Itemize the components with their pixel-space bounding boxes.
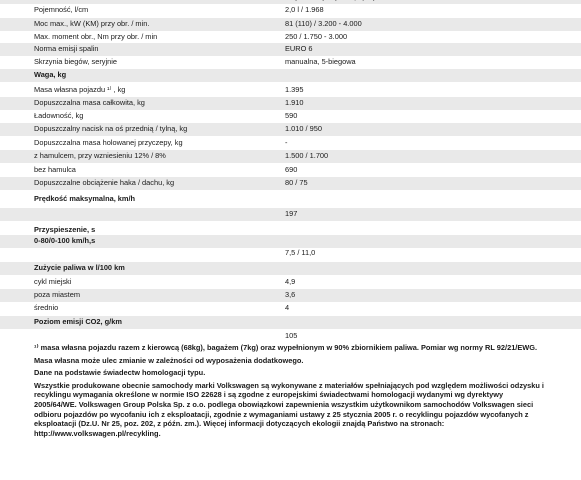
spec-label: Dopuszczalne obciążenie haka / dachu, kg — [34, 178, 175, 187]
spec-value: manualna, 5-biegowa — [285, 57, 356, 66]
spec-value: 250 / 1.750 - 3.000 — [285, 32, 348, 41]
spec-value: 80 / 75 — [285, 178, 308, 187]
spec-label: Dopuszczalna masa holowanej przyczepy, kg — [34, 138, 183, 147]
spec-row — [0, 137, 581, 150]
spec-value: 1.395 — [285, 85, 304, 94]
spec-value: 7,5 / 11,0 — [285, 248, 316, 257]
spec-label: Zużycie paliwa w l/100 km — [34, 263, 125, 272]
spec-row — [0, 43, 581, 56]
spec-value: 4,9 — [285, 277, 296, 286]
spec-label: z hamulcem, przy wzniesieniu 12% / 8% — [34, 151, 166, 160]
spec-row — [0, 4, 581, 17]
weight-note: Masa własna może ulec zmianie w zależności od wyposażenia dodatkowego. — [34, 355, 304, 365]
spec-row — [0, 330, 581, 343]
spec-row — [0, 110, 581, 123]
spec-row — [0, 262, 581, 275]
spec-row — [0, 97, 581, 110]
spec-row — [0, 84, 581, 97]
spec-value: 690 — [285, 165, 298, 174]
spec-label — [34, 0, 52, 3]
spec-label: bez hamulca — [34, 165, 76, 174]
spec-value: 590 — [285, 111, 298, 120]
spec-value: 1.010 / 950 — [285, 124, 322, 133]
spec-row — [0, 193, 581, 206]
homologation-note: Dane na podstawie świadectw homologacji typu. — [34, 368, 206, 378]
spec-label: poza miastem — [34, 290, 81, 299]
spec-label: Dopuszczalna masa całkowita, kg — [34, 98, 145, 107]
spec-value: EURO 6 — [285, 44, 313, 53]
spec-value: 1.500 / 1.700 — [285, 151, 329, 160]
spec-label: Skrzynia biegów, seryjnie — [34, 57, 117, 66]
spec-label: Przyspieszenie, s — [34, 225, 96, 234]
spec-row — [0, 208, 581, 221]
spec-value: 1.910 — [285, 98, 304, 107]
spec-label: Masa własna pojazdu ¹⁾ , kg — [34, 85, 126, 94]
spec-row — [0, 56, 581, 69]
spec-value: - — [285, 138, 288, 147]
spec-label: Pojemność, l/cm — [34, 5, 89, 14]
spec-value: 2,0 l / 1.968 — [285, 5, 324, 14]
spec-value: 105 — [285, 331, 298, 340]
spec-row — [0, 247, 581, 260]
spec-label: Moc max., kW (KM) przy obr. / min. — [34, 19, 150, 28]
spec-label: Ładowność, kg — [34, 111, 84, 120]
spec-row — [0, 164, 581, 177]
spec-row — [0, 316, 581, 329]
spec-row — [0, 18, 581, 31]
spec-row — [0, 69, 581, 82]
spec-row — [0, 177, 581, 190]
footnote-text: ¹⁾ masa własna pojazdu razem z kierowcą (68kg), bagażem (7kg) oraz wypełnionym w 90% zbiornikiem paliwa. Pomiar wg normy RL 92/21/EWG. — [34, 343, 538, 352]
spec-value — [285, 0, 423, 3]
spec-value: 4 — [285, 303, 290, 312]
spec-label: Norma emisji spalin — [34, 44, 99, 53]
spec-label: średnio — [34, 303, 59, 312]
spec-label: Poziom emisji CO2, g/km — [34, 317, 122, 326]
spec-label: Max. moment obr., Nm przy obr. / min — [34, 32, 158, 41]
spec-label: Dopuszczalny nacisk na oś przednią / tylną, kg — [34, 124, 188, 133]
spec-label: Waga, kg — [34, 70, 67, 79]
spec-value: 197 — [285, 209, 298, 218]
spec-row — [0, 276, 581, 289]
spec-label: 0-80/0-100 km/h,s — [34, 236, 96, 245]
spec-row — [0, 123, 581, 136]
spec-value: 3,6 — [285, 290, 296, 299]
spec-row — [0, 150, 581, 163]
spec-label: Prędkość maksymalna, km/h — [34, 194, 136, 203]
spec-value: 81 (110) / 3.200 - 4.000 — [285, 19, 362, 28]
spec-row — [0, 289, 581, 302]
recycling-note: Wszystkie produkowane obecnie samochody marki Volkswagen są wykonywane z materiałów spełniających pod względem możliwości odzysku i recyklingu wymagania określone w normie ISO 22628 i są zgodne z europejskimi świadectwami homologacji wydanymi wg dyrektywy 2005/64/WE. Volkswagen Group Polska Sp. z o.o. podlega obowiązkowi zapewnienia wszystkim użytkownikom samochodów Volkswagen sieci odbioru pojazdów po wycofaniu ich z eksploatacji, zgodnie z wymaganiami ustawy z 25 stycznia 2005 r. o recyklingu pojazdów wycofanych z eksploatacji (Dz.U. Nr 25, poz. 202, z późn. zm.). Więcej informacji dotyczących ekologii znajdą Państwo na stronach: http://www.volkswagen.pl/recykling. — [34, 380, 544, 438]
spec-row — [0, 302, 581, 315]
notes-section — [34, 343, 544, 438]
spec-label: cykl miejski — [34, 277, 72, 286]
